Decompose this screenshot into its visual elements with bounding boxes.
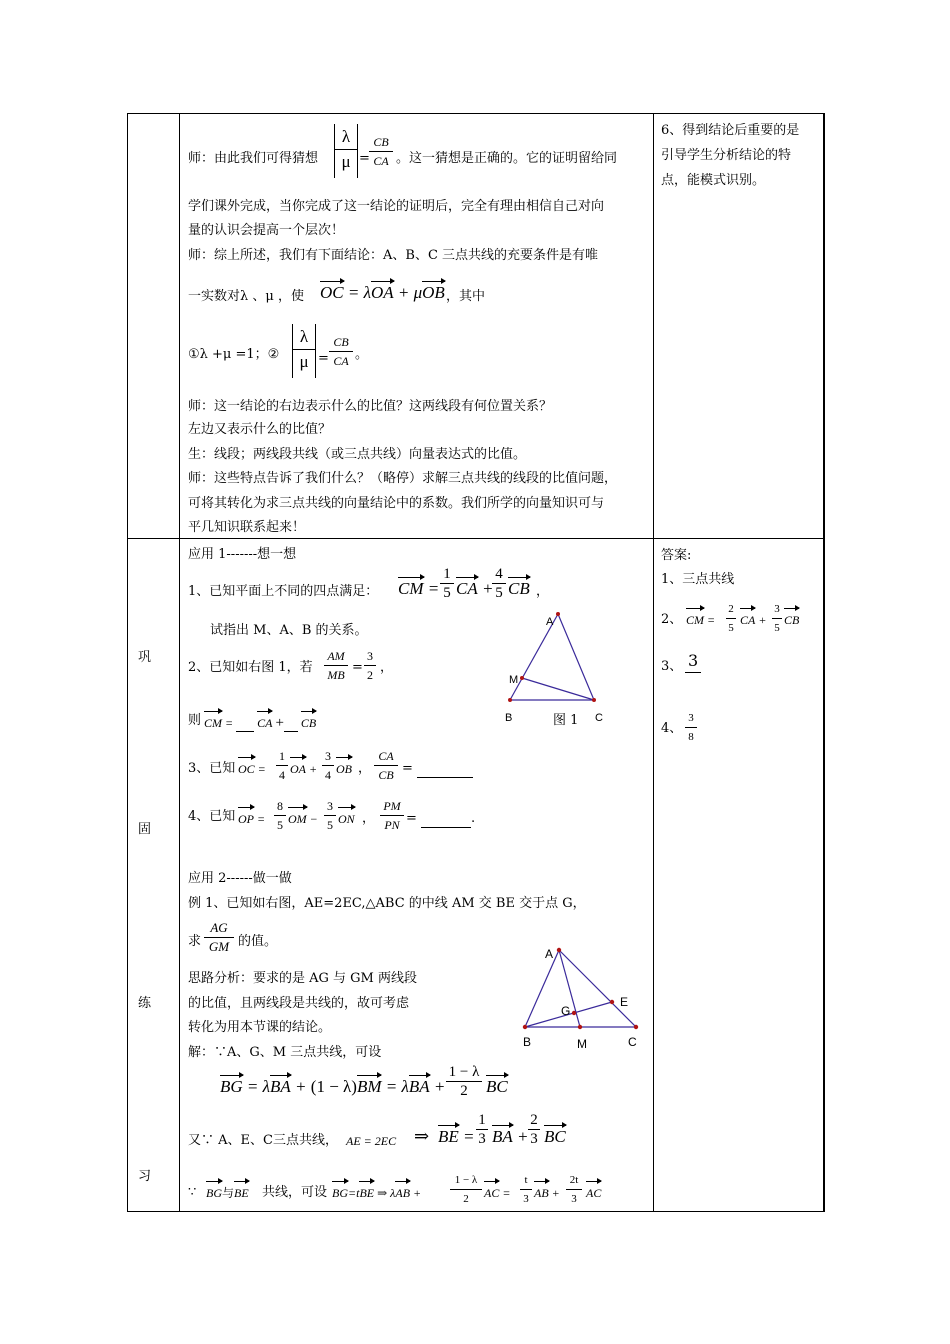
figure-1-triangle	[500, 608, 620, 728]
p4-prefix: 4、已知	[188, 809, 236, 824]
row-divider	[127, 538, 825, 539]
teacher-line-2: 可将其转化为求三点共线的向量结论中的系数。我们所学的向量知识可与	[188, 496, 605, 511]
p1-tail: ，	[536, 584, 550, 599]
side-char-2: 固	[138, 822, 152, 837]
side-char-4: 习	[138, 1169, 152, 1184]
col-divider-right	[653, 113, 654, 1212]
p2-tail: ，	[380, 660, 394, 675]
ask-fraction: AG GM	[204, 920, 234, 955]
intro-line4: 师：综上所述，我们有下面结论：A、B、C 三点共线的充要条件是有唯	[188, 248, 599, 263]
solution-3-prefix: 又∵ A、E、C三点共线，	[188, 1133, 338, 1148]
teacher-line-1: 师：这些特点告诉了我们什么？（略停）求解三点共线的线段的比值问题，	[188, 471, 618, 486]
note-line-3: 点，能模式识别。	[661, 173, 766, 188]
answer-4-fraction: 3 8	[685, 710, 697, 745]
p2-prefix: 2、已知如右图 1，若	[188, 660, 313, 675]
fig2-label-g: G	[561, 1004, 571, 1018]
solution-4-prefix: ∵	[188, 1185, 197, 1200]
solution-1: 解：∵A、G、M 三点共线，可设	[188, 1045, 382, 1060]
solution-equation-1: BG = λBA + (1 − λ)BM = λBA +	[220, 1077, 446, 1096]
apply1-title: 应用 1-------想一想	[188, 547, 297, 562]
conclusion-equation: OC = λOA + μOB	[320, 283, 445, 302]
fig2-label-c: C	[628, 1035, 637, 1049]
solution-4-mid: 共线，可设	[262, 1185, 328, 1200]
fig2-label-e: E	[620, 995, 629, 1009]
answer-1: 1、三点共线	[661, 572, 735, 587]
fig1-label-a: A	[546, 616, 554, 628]
answer-4-prefix: 4、	[661, 721, 683, 736]
abs-lambda-mu-2: λ μ	[292, 324, 316, 378]
ask-prefix: 求	[188, 934, 202, 949]
intro-line3: 量的认识会提高一个层次！	[188, 223, 345, 238]
intro-line2: 学们课外完成，当你完成了这一结论的证明后，完全有理由相信自己对向	[188, 199, 605, 214]
fig2-label-m: M	[577, 1037, 587, 1051]
intro-suffix: 。这一猜想是正确的。它的证明留给同	[396, 151, 618, 166]
answer-3-value: 3	[685, 652, 701, 673]
intro-line5-suffix: ，其中	[446, 289, 486, 304]
ratio-cb-ca: CB CA	[369, 134, 393, 169]
col-divider-left	[179, 113, 180, 1212]
condition-1: ①λ +μ =1；②	[188, 347, 280, 362]
p2-line2: 则	[188, 713, 202, 728]
outer-right-thick	[823, 113, 825, 1212]
question-1: 师：这一结论的右边表示什么的比值？这两线段有何位置关系？	[188, 399, 553, 414]
figure-2-triangle	[515, 940, 650, 1055]
answer-3-prefix: 3、	[661, 659, 683, 674]
answer-2-prefix: 2、	[661, 612, 683, 627]
lambda-symbol: λ	[341, 127, 351, 146]
p2-fill-expression: CM = CA + CB	[204, 715, 317, 731]
mu-symbol: μ	[341, 152, 351, 171]
note-line-1: 6、得到结论后重要的是	[661, 123, 800, 138]
side-char-1: 巩	[138, 650, 152, 665]
ask-suffix: 的值。	[238, 934, 278, 949]
teacher-line-3: 平几知识联系起来！	[188, 520, 306, 535]
answers-title: 答案:	[661, 548, 692, 563]
p1-prefix: 1、已知平面上不同的四点满足：	[188, 584, 379, 599]
ae-equals-2ec: AE = 2EC	[346, 1134, 397, 1148]
student-answer: 生：线段；两线段共线（或三点共线）向量表达式的比值。	[188, 447, 527, 462]
condition-end: 。	[355, 347, 369, 362]
analysis-3: 转化为用本节课的结论。	[188, 1020, 332, 1035]
note-line-2: 引导学生分析结论的特	[661, 148, 792, 163]
analysis-2: 的比值，且两线段是共线的，故可考虑	[188, 996, 410, 1011]
fig1-label-b: B	[505, 712, 513, 724]
fig2-label-b: B	[523, 1035, 532, 1049]
fig1-label-c: C	[595, 712, 603, 724]
p1-equation: CM =	[398, 579, 440, 598]
example-1: 例 1、已知如右图，AE=2EC,△ABC 的中线 AM 交 BE 交于点 G，	[188, 896, 586, 911]
fig1-label-m: M	[509, 674, 519, 686]
p3-mid: ，	[358, 761, 372, 776]
fig1-caption: 图 1	[553, 713, 579, 728]
p1-line2: 试指出 M、A、B 的关系。	[210, 623, 368, 638]
intro-prefix: 师：由此我们可得猜想	[188, 151, 319, 166]
fig2-label-a: A	[545, 947, 554, 961]
answer-2-expr: CM =	[686, 613, 716, 627]
side-char-3: 练	[138, 996, 152, 1011]
analysis-1: 思路分析：要求的是 AG 与 GM 两线段	[188, 971, 417, 986]
intro-line5-prefix: 一实数对λ 、μ ，使	[188, 289, 304, 304]
ratio-cb-ca-2: CB CA	[329, 334, 353, 369]
abs-lambda-mu	[334, 124, 358, 178]
p3-prefix: 3、已知	[188, 761, 236, 776]
question-2: 左边又表示什么的比值？	[188, 422, 332, 437]
apply2-title: 应用 2------做一做	[188, 871, 292, 886]
